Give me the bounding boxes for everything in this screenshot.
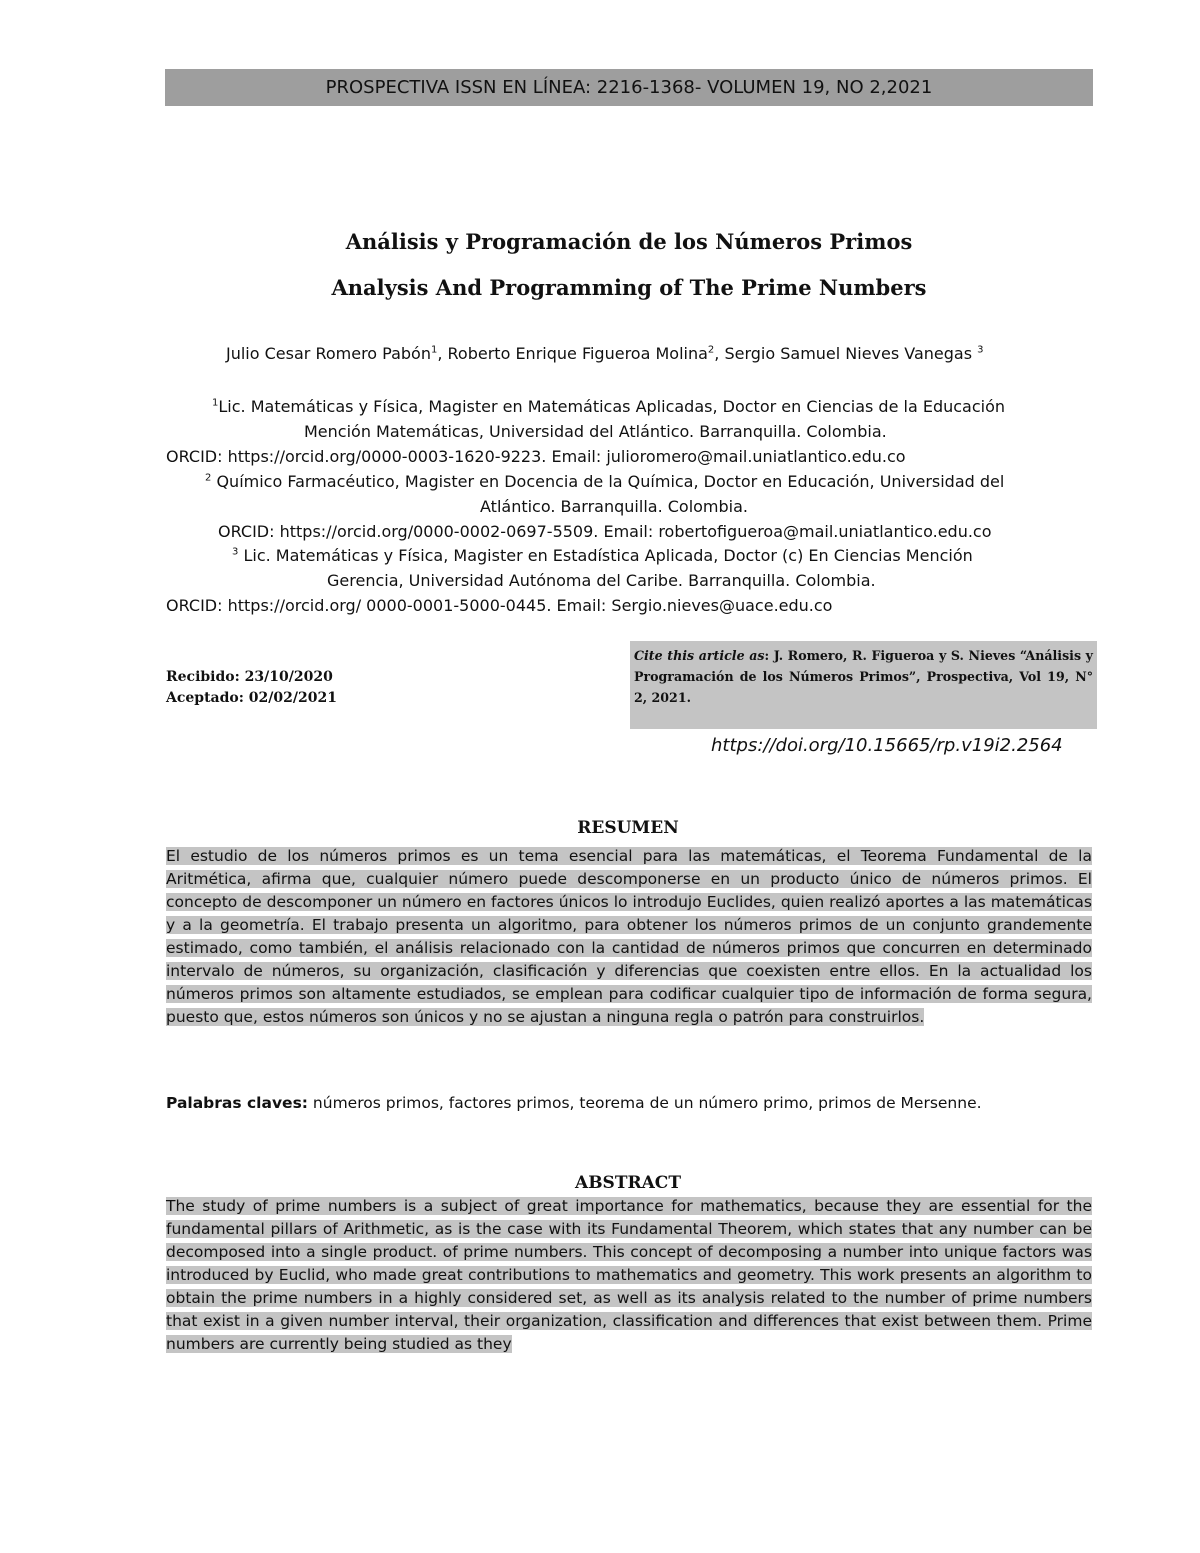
keywords-line — [166, 1094, 982, 1112]
author-separator: , — [437, 344, 448, 363]
abstract-heading: ABSTRACT — [575, 1173, 681, 1193]
resumen-text: El estudio de los números primos es un tema esencial para las matemáticas, el Teorema Fundamental de la Aritmética, afirma que, cualquier número puede descomponerse en un producto único de números primos. El concepto de descomponer un número en factores únicos lo introdujo Euclides, quien realizó aportes a las matemáticas y a la geometría. El trabajo presenta un algoritmo, para obtener los números primos de un conjunto grandemente estimado, como también, el análisis relacionado con la cantidad de números primos que concurren en determinado intervalo de números, su organización, clasificación y diferencias que coexisten entre ellos. En la actualidad los números primos son altamente estudiados, se emplean para codificar cualquier tipo de información de forma segura, puesto que, estos números son únicos y no se ajustan a ninguna regla o patrón para construirlos. — [166, 847, 1092, 1026]
article-dates — [166, 667, 337, 709]
doi-link[interactable]: https://doi.org/10.15665/rp.v19i2.2564 — [711, 735, 1063, 756]
author-separator: , — [714, 344, 725, 363]
affiliation-2-sup: 2 — [205, 472, 212, 484]
author-3-sup: 3 — [977, 344, 984, 356]
affiliation-2-line-1 — [205, 470, 1004, 494]
affiliation-1-orcid: ORCID: https://orcid.org/0000-0003-1620-9223. Email: julioromero@mail.uniatlantico.edu.co — [166, 447, 906, 466]
author-1-sup: 1 — [430, 344, 438, 356]
abstract-paragraph — [166, 1195, 1092, 1356]
author-3: Sergio Samuel Nieves Vanegas — [724, 344, 978, 363]
affiliation-3-orcid: ORCID: https://orcid.org/ 0000-0001-5000-0445. Email: Sergio.nieves@uace.edu.co — [166, 596, 833, 615]
affiliation-3-line-2: Gerencia, Universidad Autónoma del Caribe. Barranquilla. Colombia. — [327, 571, 876, 590]
abstract-text: The study of prime numbers is a subject of great importance for mathematics, because they are essential for the fundamental pillars of Arithmetic, as is the case with its Fundamental Theorem, which states that any number can be decomposed into a single product. of prime numbers. This concept of decomposing a number into unique factors was introduced by Euclid, who made great contributions to mathematics and geometry. This work presents an algorithm to obtain the prime numbers in a highly considered set, as well as its analysis related to the number of prime numbers that exist in a given number interval, their organization, classification and differences that exist between them. Prime numbers are currently being studied as they — [166, 1197, 1092, 1353]
citation-text: : J. Romero, R. Figueroa y S. Nieves “Análisis y Programación de los Números Primos”, Prospectiva, Vol 19, N° 2, 2021. — [634, 648, 1093, 705]
citation-box — [630, 641, 1097, 729]
author-2-sup: 2 — [707, 344, 715, 356]
affiliation-1-sup: 1 — [212, 397, 219, 409]
affiliation-2-line-2: Atlántico. Barranquilla. Colombia. — [480, 497, 749, 516]
resumen-heading: RESUMEN — [577, 818, 679, 838]
journal-header-bar — [165, 69, 1093, 106]
authors-line — [226, 344, 984, 363]
author-1: Julio Cesar Romero Pabón — [226, 344, 431, 363]
keywords-label: Palabras claves: — [166, 1094, 308, 1112]
accepted-date: Aceptado: 02/02/2021 — [166, 690, 337, 706]
affiliation-3-text: Lic. Matemáticas y Física, Magister en Estadística Aplicada, Doctor (c) En Ciencias Mención — [238, 546, 973, 565]
keywords-text: números primos, factores primos, teorema de un número primo, primos de Mersenne. — [308, 1094, 982, 1112]
affiliation-2-text: Químico Farmacéutico, Magister en Docencia de la Química, Doctor en Educación, Universidad del — [211, 472, 1005, 491]
citation-label: Cite this article as — [634, 648, 765, 663]
author-2: Roberto Enrique Figueroa Molina — [447, 344, 708, 363]
affiliation-1-line-1 — [212, 395, 1005, 419]
resumen-paragraph — [166, 845, 1092, 1029]
affiliation-1-line-2: Mención Matemáticas, Universidad del Atlántico. Barranquilla. Colombia. — [304, 422, 887, 441]
affiliation-2-orcid: ORCID: https://orcid.org/0000-0002-0697-5509. Email: robertofigueroa@mail.uniatlantico.edu.co — [218, 522, 992, 541]
title-english: Analysis And Programming of The Prime Numbers — [331, 275, 927, 300]
received-date: Recibido: 23/10/2020 — [166, 669, 333, 685]
title-spanish: Análisis y Programación de los Números Primos — [345, 229, 913, 254]
affiliation-1-text: Lic. Matemáticas y Física, Magister en Matemáticas Aplicadas, Doctor en Ciencias de la Educación — [218, 397, 1006, 416]
affiliation-3-line-1 — [232, 544, 973, 568]
affiliation-3-sup: 3 — [232, 546, 239, 558]
journal-header-text: PROSPECTIVA ISSN EN LÍNEA: 2216-1368- VOLUMEN 19, NO 2,2021 — [325, 77, 933, 98]
